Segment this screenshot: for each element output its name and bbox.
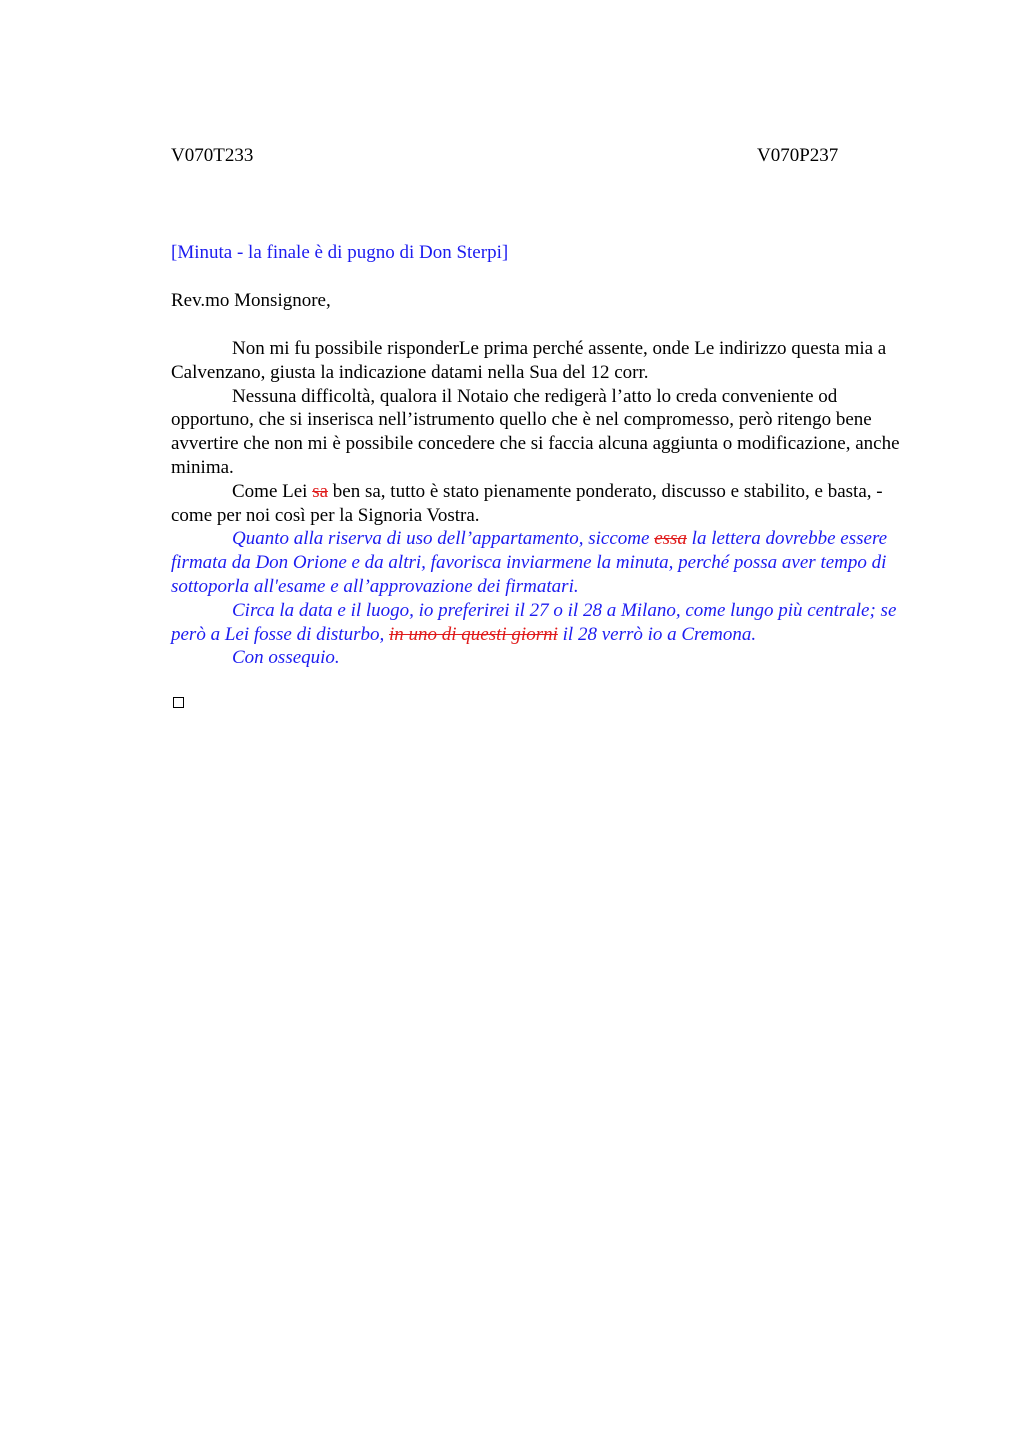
paragraph-3-before: Come Lei — [232, 480, 313, 502]
paragraph-1: Non mi fu possibile risponderLe prima perché assente, onde Le indirizzo questa mia a Calvenzano, giusta la indicazione datami nella Sua del 12 corr. — [171, 338, 887, 383]
empty-checkbox-icon — [173, 697, 184, 708]
document-page — [171, 144, 915, 669]
document-code-left: V070T233 — [171, 145, 254, 166]
paragraph-5 — [171, 599, 915, 647]
deleted-phrase: in uno di questi giorni — [388, 623, 558, 645]
paragraph-3-after: ben sa, tutto è stato pienamente ponderato, discusso e stabilito, e basta, - come per noi così per la Signoria Vostra. — [171, 480, 883, 526]
deleted-word: sa — [312, 480, 329, 502]
editorial-note: [Minuta - la finale è di pugno di Don Sterpi] — [171, 242, 509, 263]
paragraph-3 — [171, 480, 915, 528]
paragraph-2: Nessuna difficoltà, qualora il Notaio che redigerà l’atto lo creda conveniente od opportuno, che si inserisca nell’istrumento quello che è nel compromesso, però ritengo bene avvertire che non mi è possibile concedere che si faccia alcuna aggiunta o modificazione, anche minima. — [171, 385, 900, 478]
paragraph-5-before: Circa la data e il luogo, io preferirei il 27 o il 28 a Milano, come lungo più centrale; se però a Lei fosse di disturbo, — [171, 599, 897, 645]
closing: Con ossequio. — [232, 647, 340, 669]
document-code-right: V070P237 — [757, 145, 839, 166]
paragraph-5-after: il 28 verrò io a Cremona. — [557, 623, 757, 645]
paragraph-4-after: la lettera dovrebbe essere firmata da Don Orione e da altri, favorisca inviarmene la minuta, perché possa aver tempo di sottoporla all'esame e all’approvazione dei firmatari. — [171, 528, 888, 597]
salutation: Rev.mo Monsignore, — [171, 290, 331, 311]
deleted-word: essa — [654, 528, 687, 550]
letter-body — [171, 337, 915, 670]
paragraph-4-before: Quanto alla riserva di uso dell’appartamento, siccome — [232, 528, 655, 550]
document-header — [171, 144, 915, 170]
paragraph-4 — [171, 527, 915, 598]
